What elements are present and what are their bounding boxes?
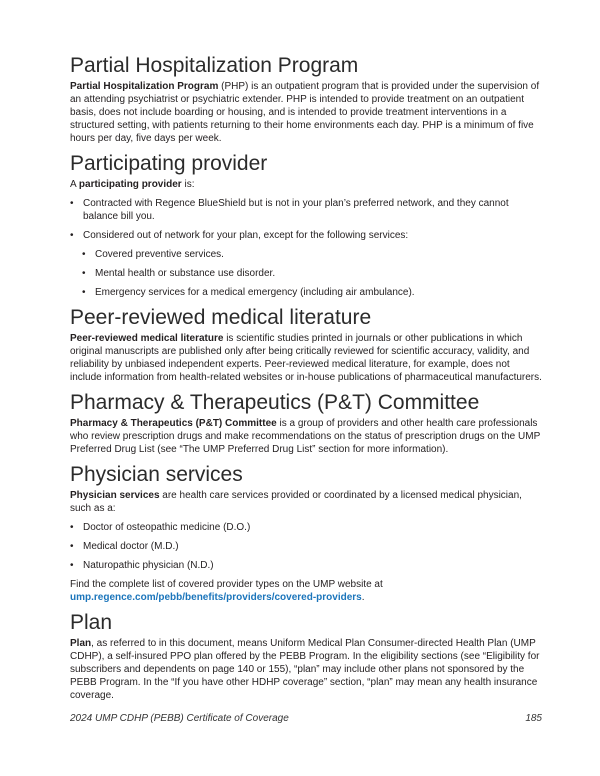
list-item: • Medical doctor (M.D.) bbox=[83, 540, 542, 553]
definition-text: is scientific studies printed in journals or other publications in which original manuscripts are published only after being critically reviewed for scientific accuracy, validity, and reliability by unbiased independent experts. Peer-reviewed medical literature, for example, does not include information from health-related websites or in-house publications of pharmaceutical manufacturers. bbox=[70, 333, 542, 383]
term: Pharmacy & Therapeutics (P&T) Committee bbox=[70, 418, 277, 429]
term: Partial Hospitalization Program bbox=[70, 81, 219, 92]
heading-peer-reviewed: Peer-reviewed medical literature bbox=[70, 306, 372, 329]
covered-providers-link[interactable]: ump.regence.com/pebb/benefits/providers/covered-providers bbox=[70, 592, 362, 603]
plan-definition bbox=[70, 637, 542, 702]
term: Plan bbox=[70, 638, 92, 649]
list-item: • Contracted with Regence BlueShield but is not in your plan’s preferred network, and they cannot balance bill you. bbox=[83, 197, 542, 223]
participating-intro bbox=[70, 178, 542, 191]
list-item: • Doctor of osteopathic medicine (D.O.) bbox=[83, 521, 542, 534]
list-item: • Naturopathic physician (N.D.) bbox=[83, 559, 542, 572]
heading-php: Partial Hospitalization Program bbox=[70, 54, 359, 77]
list-item: • Considered out of network for your plan, except for the following services: bbox=[83, 229, 542, 242]
sub-list-item: • Emergency services for a medical emergency (including air ambulance). bbox=[95, 286, 542, 299]
term: Peer-reviewed medical literature bbox=[70, 333, 224, 344]
heading-pt-committee: Pharmacy & Therapeutics (P&T) Committee bbox=[70, 391, 480, 414]
link-period: . bbox=[361, 592, 365, 603]
peer-definition bbox=[70, 332, 542, 384]
heading-plan: Plan bbox=[70, 611, 113, 634]
term: participating provider bbox=[78, 179, 182, 190]
definition-text: are health care services provided or coordinated by a licensed medical physician, such as a: bbox=[70, 490, 522, 514]
term: Physician services bbox=[70, 490, 160, 501]
pt-definition bbox=[70, 417, 542, 456]
footer-title: 2024 UMP CDHP (PEBB) Certificate of Coverage bbox=[70, 713, 289, 724]
heading-physician-services: Physician services bbox=[70, 463, 243, 486]
definition-text: , as referred to in this document, means Uniform Medical Plan Consumer-directed Health Plan (UMP CDHP), a self-insured PPO plan offered by the PEBB Program. In the eligibility sections (see “Eligibility for subscribers and dependents on page 140 or 155), “plan” may include other plans not sponsored by the PEBB Program. In the “If you have other HDHP coverage” section, “plan” may mean any health insurance coverage. bbox=[70, 638, 540, 701]
definition-text: is a group of providers and other health care professionals who review prescription drugs and make recommendations on the status of prescription drugs on the UMP Preferred Drug List (see “The UMP Preferred Drug List” section for more information). bbox=[70, 418, 541, 455]
intro-post: is: bbox=[181, 179, 195, 190]
page-number: 185 bbox=[525, 713, 542, 724]
heading-participating-provider: Participating provider bbox=[70, 152, 268, 175]
sub-list-item: • Covered preventive services. bbox=[95, 248, 542, 261]
note-text: Find the complete list of covered provider types on the UMP website at bbox=[70, 579, 383, 590]
covered-providers-note bbox=[70, 578, 410, 604]
footer bbox=[70, 712, 542, 725]
php-definition bbox=[70, 80, 542, 145]
sub-list-item: • Mental health or substance use disorder. bbox=[95, 267, 542, 280]
definition-text: (PHP) is an outpatient program that is provided under the supervision of an attending psychiatrist or psychiatric extender. PHP is intended to provide treatment on an outpatient basis, does not include boarding or housing, and is intended to provide treatment interventions in a structured setting, with patients returning to their home environments each day. PHP is a minimum of five hours per day, five days per week. bbox=[70, 81, 540, 144]
physician-definition bbox=[70, 489, 542, 515]
intro-pre: A bbox=[70, 179, 79, 190]
